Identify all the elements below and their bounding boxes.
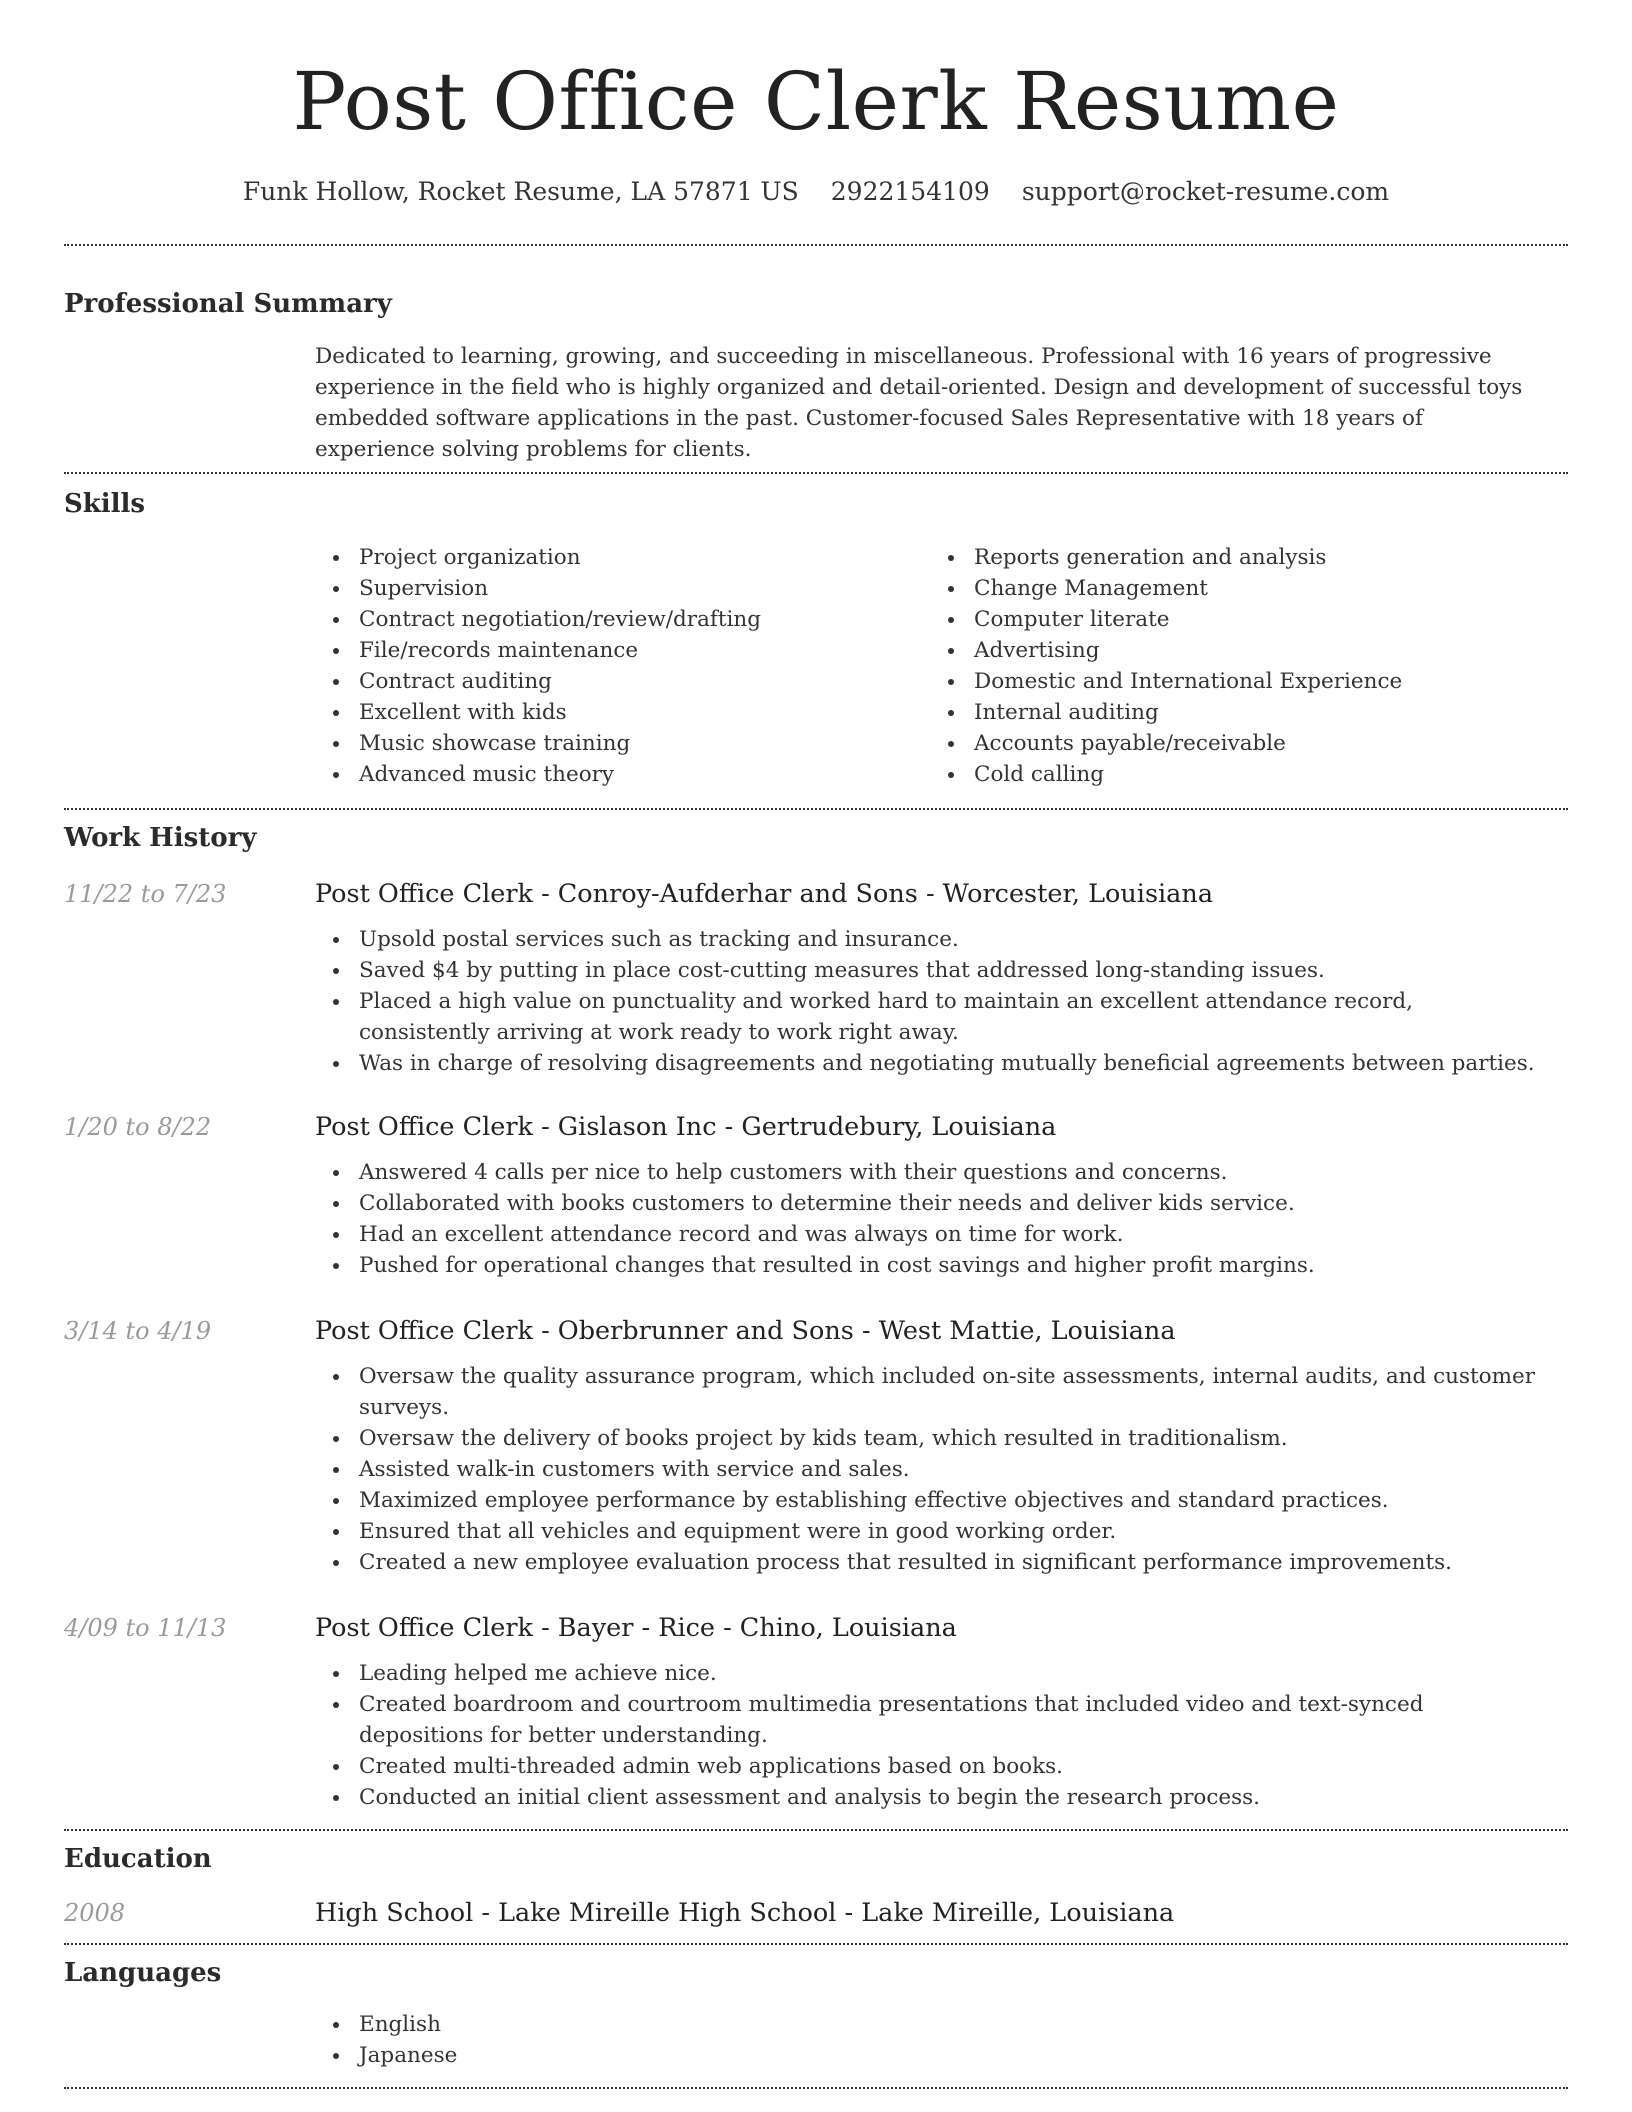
divider <box>64 2087 1568 2089</box>
skill-item: Contract negotiation/review/drafting <box>315 604 930 635</box>
job-bullet: Pushed for operational changes that resulted in cost savings and higher profit margins. <box>315 1250 1548 1281</box>
job-bullet: Collaborated with books customers to determine their needs and deliver kids service. <box>315 1188 1548 1219</box>
job-bullet: Saved $4 by putting in place cost-cutting measures that addressed long-standing issues. <box>315 955 1548 986</box>
language-item: English <box>315 2009 1568 2040</box>
skill-item: Change Management <box>930 573 1545 604</box>
divider <box>64 472 1568 474</box>
job-bullet: Created boardroom and courtroom multimedia presentations that included video and text-synced depositions for better understanding. <box>315 1689 1548 1751</box>
contact-phone: 2922154109 <box>830 177 990 206</box>
education-heading: Education <box>64 1844 212 1874</box>
skills-list-right <box>930 542 1545 790</box>
job-dates: 4/09 to 11/13 <box>64 1614 227 1642</box>
summary-text: Dedicated to learning, growing, and succeeding in miscellaneous. Professional with 16 years of progressive experience in the field who is highly organized and detail-oriented. Design and development of successful toys embedded software applications in the past. Customer-focused Sales Representative with 18 years of experience solving problems for clients. <box>315 344 1523 462</box>
job-title: Post Office Clerk - Gislason Inc - Gertrudebury, Louisiana <box>315 1112 1057 1142</box>
job-bullet: Assisted walk-in customers with service and sales. <box>315 1454 1548 1485</box>
job-bullet: Placed a high value on punctuality and worked hard to maintain an excellent attendance record, consistently arriving at work ready to work right away. <box>315 986 1548 1048</box>
language-item: Japanese <box>315 2040 1568 2071</box>
job-entry <box>64 1109 1568 1281</box>
job-title: Post Office Clerk - Conroy-Aufderhar and Sons - Worcester, Louisiana <box>315 879 1214 909</box>
skill-item: Reports generation and analysis <box>930 542 1545 573</box>
education-title: High School - Lake Mireille High School - Lake Mireille, Louisiana <box>315 1898 1175 1928</box>
job-bullets <box>315 1157 1568 1281</box>
skills-grid <box>315 542 1568 790</box>
job-bullet: Oversaw the delivery of books project by kids team, which resulted in traditionalism. <box>315 1423 1548 1454</box>
job-dates: 1/20 to 8/22 <box>64 1113 212 1141</box>
job-bullet: Maximized employee performance by establishing effective objectives and standard practices. <box>315 1485 1548 1516</box>
job-entry <box>64 876 1568 1079</box>
skills-list-left <box>315 542 930 790</box>
skill-item: Supervision <box>315 573 930 604</box>
job-dates: 11/22 to 7/23 <box>64 880 227 908</box>
skill-item: Advertising <box>930 635 1545 666</box>
skill-item: Accounts payable/receivable <box>930 728 1545 759</box>
divider <box>64 808 1568 810</box>
job-bullets <box>315 1361 1568 1578</box>
job-bullet: Leading helped me achieve nice. <box>315 1658 1548 1689</box>
education-entry <box>64 1895 1568 1931</box>
languages-section <box>64 1955 1568 2089</box>
education-section <box>64 1841 1568 1945</box>
job-bullet: Conducted an initial client assessment and analysis to begin the research process. <box>315 1782 1548 1813</box>
job-bullets <box>315 1658 1568 1813</box>
job-bullet: Answered 4 calls per nice to help customers with their questions and concerns. <box>315 1157 1548 1188</box>
job-bullets <box>315 924 1568 1079</box>
skill-item: Excellent with kids <box>315 697 930 728</box>
skill-item: Music showcase training <box>315 728 930 759</box>
job-entry <box>64 1313 1568 1578</box>
job-bullet: Had an excellent attendance record and was always on time for work. <box>315 1219 1548 1250</box>
job-bullet: Created a new employee evaluation process that resulted in significant performance improvements. <box>315 1547 1548 1578</box>
job-bullet: Oversaw the quality assurance program, which included on-site assessments, internal audits, and customer surveys. <box>315 1361 1548 1423</box>
job-title: Post Office Clerk - Oberbrunner and Sons - West Mattie, Louisiana <box>315 1316 1176 1346</box>
summary-heading: Professional Summary <box>64 289 392 319</box>
job-bullet: Upsold postal services such as tracking and insurance. <box>315 924 1548 955</box>
contact-email: support@rocket-resume.com <box>1021 177 1390 206</box>
divider <box>64 1829 1568 1831</box>
work-history-section <box>64 820 1568 1831</box>
resume-title: Post Office Clerk Resume <box>292 55 1340 148</box>
work-history-heading: Work History <box>64 823 257 853</box>
job-dates: 3/14 to 4/19 <box>64 1317 212 1345</box>
job-bullet: Ensured that all vehicles and equipment were in good working order. <box>315 1516 1548 1547</box>
languages-heading: Languages <box>64 1958 222 1988</box>
job-bullet: Was in charge of resolving disagreements and negotiating mutually beneficial agreements between parties. <box>315 1048 1548 1079</box>
education-year: 2008 <box>64 1899 126 1927</box>
skill-item: Advanced music theory <box>315 759 930 790</box>
job-title: Post Office Clerk - Bayer - Rice - Chino, Louisiana <box>315 1613 957 1643</box>
divider <box>64 244 1568 246</box>
job-entry <box>64 1610 1568 1813</box>
skill-item: Computer literate <box>930 604 1545 635</box>
languages-list <box>315 2009 1568 2071</box>
skill-item: Domestic and International Experience <box>930 666 1545 697</box>
skill-item: Project organization <box>315 542 930 573</box>
summary-section <box>64 286 1568 474</box>
skills-section <box>64 486 1568 810</box>
skills-heading: Skills <box>64 489 146 519</box>
contact-address: Funk Hollow, Rocket Resume, LA 57871 US <box>242 177 799 206</box>
divider <box>64 1943 1568 1945</box>
skill-item: File/records maintenance <box>315 635 930 666</box>
skill-item: Contract auditing <box>315 666 930 697</box>
contact-info <box>64 174 1568 210</box>
skill-item: Internal auditing <box>930 697 1545 728</box>
job-bullet: Created multi-threaded admin web applications based on books. <box>315 1751 1548 1782</box>
skill-item: Cold calling <box>930 759 1545 790</box>
